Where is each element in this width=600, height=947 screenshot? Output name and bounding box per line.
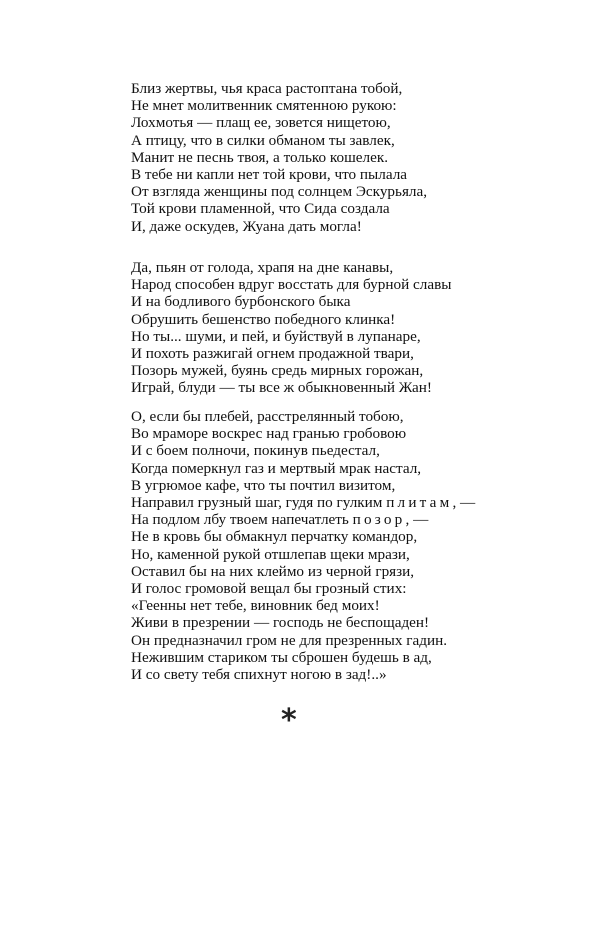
poem-line	[131, 494, 475, 511]
line-text: И со свету тебя спихнут ногою в зад!..»	[131, 666, 387, 684]
line-text: Живи в презрении — господь не беспощаден!	[131, 614, 430, 632]
poem-line	[131, 666, 475, 683]
line-text: О, если бы плебей, расстрелянный тобою,	[131, 408, 404, 425]
line-text: И голос громовой вещал бы грозный стих:	[131, 580, 407, 598]
line-text: , —	[405, 511, 429, 529]
line-text: Близ жертвы, чья краса растоптана тобой,	[131, 80, 403, 97]
poem-line	[131, 597, 475, 614]
line-text: Не в кровь бы обмакнул перчатку командор,	[131, 528, 418, 546]
line-text: Нежившим стариком ты сброшен будешь в ад,	[131, 648, 432, 666]
line-text: Но ты... шуми, и пей, и буйствуй в лупанаре,	[131, 327, 421, 345]
poem-line	[131, 80, 427, 97]
line-text: Народ способен вдруг восстать для бурной славы	[131, 276, 452, 294]
poem-line	[131, 328, 451, 345]
line-text: «Геенны нет тебе, виновник бед моих!	[131, 597, 380, 615]
poem-line	[131, 132, 427, 149]
poem-line	[131, 442, 475, 459]
line-text: И похоть разжигай огнем продажной твари,	[131, 345, 414, 363]
line-text: В тебе ни капли нет той крови, что пылала	[131, 166, 408, 184]
line-text: И с боем полночи, покинув пьедестал,	[131, 442, 380, 460]
stanza-3	[131, 408, 475, 683]
line-text: Не мнет молитвенник смятенною рукою:	[131, 97, 397, 115]
poem-line	[131, 183, 427, 200]
poem-line	[131, 200, 427, 217]
poem-line	[131, 528, 475, 545]
line-text: Играй, блуди — ты все ж обыкновенный Жан!	[131, 379, 432, 397]
line-text: От взгляда женщины под солнцем Эскурьяла,	[131, 183, 428, 201]
poem-line	[131, 97, 427, 114]
poem-line	[131, 425, 475, 442]
line-text: Когда померкнул газ и мертвый мрак настал,	[131, 459, 422, 477]
line-text: На подлом лбу твоем напечатлеть	[131, 511, 353, 529]
poem-line	[131, 649, 475, 666]
poem-line	[131, 259, 451, 276]
poem-line	[131, 477, 475, 494]
line-text: , —	[452, 494, 476, 512]
line-text: Оставил бы на них клеймо из черной грязи,	[131, 562, 415, 580]
line-text: А птицу, что в силки обманом ты завлек,	[131, 131, 395, 149]
line-text: Позорь мужей, буянь средь мирных горожан,	[131, 362, 424, 380]
poem-line	[131, 311, 451, 328]
line-text: Во мраморе воскрес над гранью гробовою	[131, 425, 407, 443]
poem-line	[131, 460, 475, 477]
line-text: Он предназначил гром не для презренных гадин.	[131, 631, 448, 649]
poem-line	[131, 632, 475, 649]
line-text: И, даже оскудев, Жуана дать могла!	[131, 217, 362, 235]
poem-line	[131, 614, 475, 631]
poem-line	[131, 114, 427, 131]
line-text: Да, пьян от голода, храпя на дне канавы,	[131, 259, 394, 276]
poem-line	[131, 563, 475, 580]
asterisk-ornament: *	[281, 703, 297, 738]
poem-line	[131, 511, 475, 528]
line-text: Но, каменной рукой отшлепав щеки мрази,	[131, 545, 410, 563]
poem-line	[131, 276, 451, 293]
poem-line	[131, 580, 475, 597]
poem-line	[131, 218, 427, 235]
line-text: Лохмотья — плащ ее, зовется нищетою,	[131, 114, 391, 132]
line-text: И на бодливого бурбонского быка	[131, 293, 351, 311]
line-text: В угрюмое кафе, что ты почтил визитом,	[131, 476, 396, 494]
stanza-1	[131, 80, 427, 235]
poem-line	[131, 166, 427, 183]
poem-line	[131, 546, 475, 563]
poem-line	[131, 149, 427, 166]
poem-line	[131, 362, 451, 379]
line-text: Направил грузный шаг, гудя по гулким	[131, 494, 387, 512]
poem-line	[131, 408, 475, 425]
line-text: плитам	[386, 494, 453, 512]
poem-line	[131, 345, 451, 362]
poem-line	[131, 293, 451, 310]
poem-line	[131, 379, 451, 396]
line-text: позор	[352, 511, 406, 529]
line-text: Той крови пламенной, что Сида создала	[131, 200, 390, 218]
stanza-2	[131, 259, 451, 397]
line-text: Обрушить бешенство победного клинка!	[131, 310, 396, 328]
line-text: Манит не песнь твоя, а только кошелек.	[131, 148, 389, 166]
